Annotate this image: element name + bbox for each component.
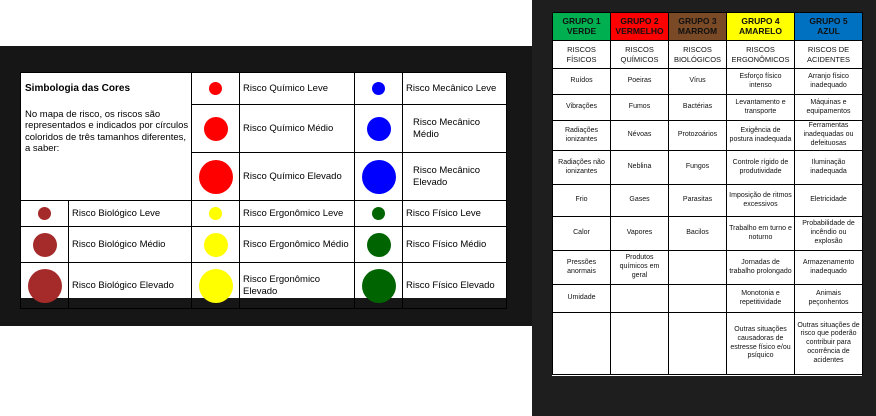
table-cell: Probabilidade de incêndio ou explosão: [795, 217, 863, 251]
table-row: [553, 95, 863, 121]
chemical-medium-label: Risco Químico Médio: [240, 105, 355, 153]
table-cell: Outras situações causadoras de estresse físico e/ou psíquico: [727, 313, 795, 375]
table-cell: [669, 313, 727, 375]
ergonomic-light-label: Risco Ergonômico Leve: [240, 201, 355, 227]
table-cell: Fumos: [611, 95, 669, 121]
chemical-light-circle-cell: [192, 73, 240, 105]
table-cell: Monotonia e repetitividade: [727, 285, 795, 313]
table-cell: Fungos: [669, 151, 727, 185]
ergonomic-medium-circle-cell: [192, 227, 240, 263]
table-row: [553, 313, 863, 375]
table-cell: [611, 285, 669, 313]
chemical-high-circle: [199, 160, 233, 194]
risk-groups-table: [552, 12, 863, 375]
mechanical-light-circle-cell: [355, 73, 403, 105]
table-cell: Trabalho em turno e noturno: [727, 217, 795, 251]
table-cell: Jornadas de trabalho prolongado: [727, 251, 795, 285]
table-row: [553, 151, 863, 185]
group-header-1: GRUPO 1 VERDE: [553, 13, 611, 41]
table-cell: Animais peçonhentos: [795, 285, 863, 313]
chemical-high-label: Risco Químico Elevado: [240, 153, 355, 201]
category-ergonomic: RISCOS ERGONÔMICOS: [727, 41, 795, 69]
mechanical-light-label: Risco Mecânico Leve: [403, 73, 507, 105]
category-biological: RISCOS BIOLÓGICOS: [669, 41, 727, 69]
table-row: [553, 185, 863, 217]
table-cell: Vírus: [669, 69, 727, 95]
mechanical-medium-circle-cell: [355, 105, 403, 153]
symbology-intro-text: No mapa de risco, os riscos são representados e indicados por círculos coloridos de três tamanhos diferentes, a saber:: [25, 109, 189, 155]
table-cell: Levantamento e transporte: [727, 95, 795, 121]
table-cell: Bacilos: [669, 217, 727, 251]
table-cell: Poeiras: [611, 69, 669, 95]
table-cell: Bactérias: [669, 95, 727, 121]
table-cell: Névoas: [611, 121, 669, 151]
group-header-3: GRUPO 3 MARROM: [669, 13, 727, 41]
physical-high-label: Risco Físico Elevado: [403, 263, 507, 309]
table-cell: Radiações não ionizantes: [553, 151, 611, 185]
biological-medium-circle: [33, 233, 57, 257]
table-cell: Protozoários: [669, 121, 727, 151]
table-cell: Frio: [553, 185, 611, 217]
physical-medium-circle-cell: [355, 227, 403, 263]
physical-light-circle: [372, 207, 385, 220]
symbology-title: Simbologia das Cores: [25, 83, 131, 94]
table-cell: Vibrações: [553, 95, 611, 121]
table-cell: Controle rígido de produtividade: [727, 151, 795, 185]
group-header-4: GRUPO 4 AMARELO: [727, 13, 795, 41]
risk-category-row: [553, 41, 863, 69]
biological-high-circle: [28, 269, 62, 303]
ergonomic-high-label: Risco Ergonômico Elevado: [240, 263, 355, 309]
table-row: [553, 285, 863, 313]
biological-light-label: Risco Biológico Leve: [69, 201, 192, 227]
table-cell: Calor: [553, 217, 611, 251]
physical-high-circle: [362, 269, 396, 303]
category-physical: RISCOS FÍSICOS: [553, 41, 611, 69]
group-header-2: GRUPO 2 VERMELHO: [611, 13, 669, 41]
chemical-light-label: Risco Químico Leve: [240, 73, 355, 105]
ergonomic-medium-label: Risco Ergonômico Médio: [240, 227, 355, 263]
category-accidents: RISCOS DE ACIDENTES: [795, 41, 863, 69]
chemical-medium-circle-cell: [192, 105, 240, 153]
physical-light-label: Risco Físico Leve: [403, 201, 507, 227]
table-cell: Arranjo físico inadequado: [795, 69, 863, 95]
biological-high-label: Risco Biológico Elevado: [69, 263, 192, 309]
chemical-high-circle-cell: [192, 153, 240, 201]
table-cell: Exigência de postura inadequada: [727, 121, 795, 151]
ergonomic-light-circle: [209, 207, 222, 220]
table-cell: Parasitas: [669, 185, 727, 217]
symbology-intro-cell: [21, 73, 192, 201]
physical-light-circle-cell: [355, 201, 403, 227]
ergonomic-light-circle-cell: [192, 201, 240, 227]
ergonomic-high-circle: [199, 269, 233, 303]
table-row: [553, 69, 863, 95]
group-header-5: GRUPO 5 AZUL: [795, 13, 863, 41]
table-row: [553, 251, 863, 285]
table-cell: [669, 285, 727, 313]
biological-light-circle-cell: [21, 201, 69, 227]
mechanical-high-circle: [362, 160, 396, 194]
chemical-light-circle: [209, 82, 222, 95]
mechanical-medium-circle: [367, 117, 391, 141]
table-row: [553, 217, 863, 251]
ergonomic-medium-circle: [204, 233, 228, 257]
mechanical-high-label: Risco Mecânico Elevado: [403, 153, 507, 201]
table-cell: Produtos químicos em geral: [611, 251, 669, 285]
table-cell: Umidade: [553, 285, 611, 313]
table-cell: Eletricidade: [795, 185, 863, 217]
table-cell: Ferramentas inadequadas ou defeituosas: [795, 121, 863, 151]
biological-high-circle-cell: [21, 263, 69, 309]
table-cell: Ruídos: [553, 69, 611, 95]
table-cell: Esforço físico intenso: [727, 69, 795, 95]
ergonomic-high-circle-cell: [192, 263, 240, 309]
mechanical-light-circle: [372, 82, 385, 95]
physical-medium-label: Risco Físico Médio: [403, 227, 507, 263]
group-header-row: [553, 13, 863, 41]
physical-medium-circle: [367, 233, 391, 257]
table-cell: Radiações ionizantes: [553, 121, 611, 151]
chemical-medium-circle: [204, 117, 228, 141]
biological-medium-label: Risco Biológico Médio: [69, 227, 192, 263]
table-cell: [669, 251, 727, 285]
table-cell: [553, 313, 611, 375]
table-cell: [611, 313, 669, 375]
table-cell: Armazenamento inadequado: [795, 251, 863, 285]
table-cell: Imposição de ritmos excessivos: [727, 185, 795, 217]
physical-high-circle-cell: [355, 263, 403, 309]
biological-light-circle: [38, 207, 51, 220]
color-symbology-table: [20, 72, 507, 309]
mechanical-medium-label: Risco Mecânico Médio: [403, 105, 507, 153]
table-cell: Pressões anormais: [553, 251, 611, 285]
table-cell: Vapores: [611, 217, 669, 251]
category-chemical: RISCOS QUÍMICOS: [611, 41, 669, 69]
table-cell: Neblina: [611, 151, 669, 185]
table-cell: Iluminação inadequada: [795, 151, 863, 185]
mechanical-high-circle-cell: [355, 153, 403, 201]
table-row: [553, 121, 863, 151]
table-cell: Máquinas e equipamentos: [795, 95, 863, 121]
table-cell: Outras situações de risco que poderão contribuir para ocorrência de acidentes: [795, 313, 863, 375]
table-cell: Gases: [611, 185, 669, 217]
biological-medium-circle-cell: [21, 227, 69, 263]
